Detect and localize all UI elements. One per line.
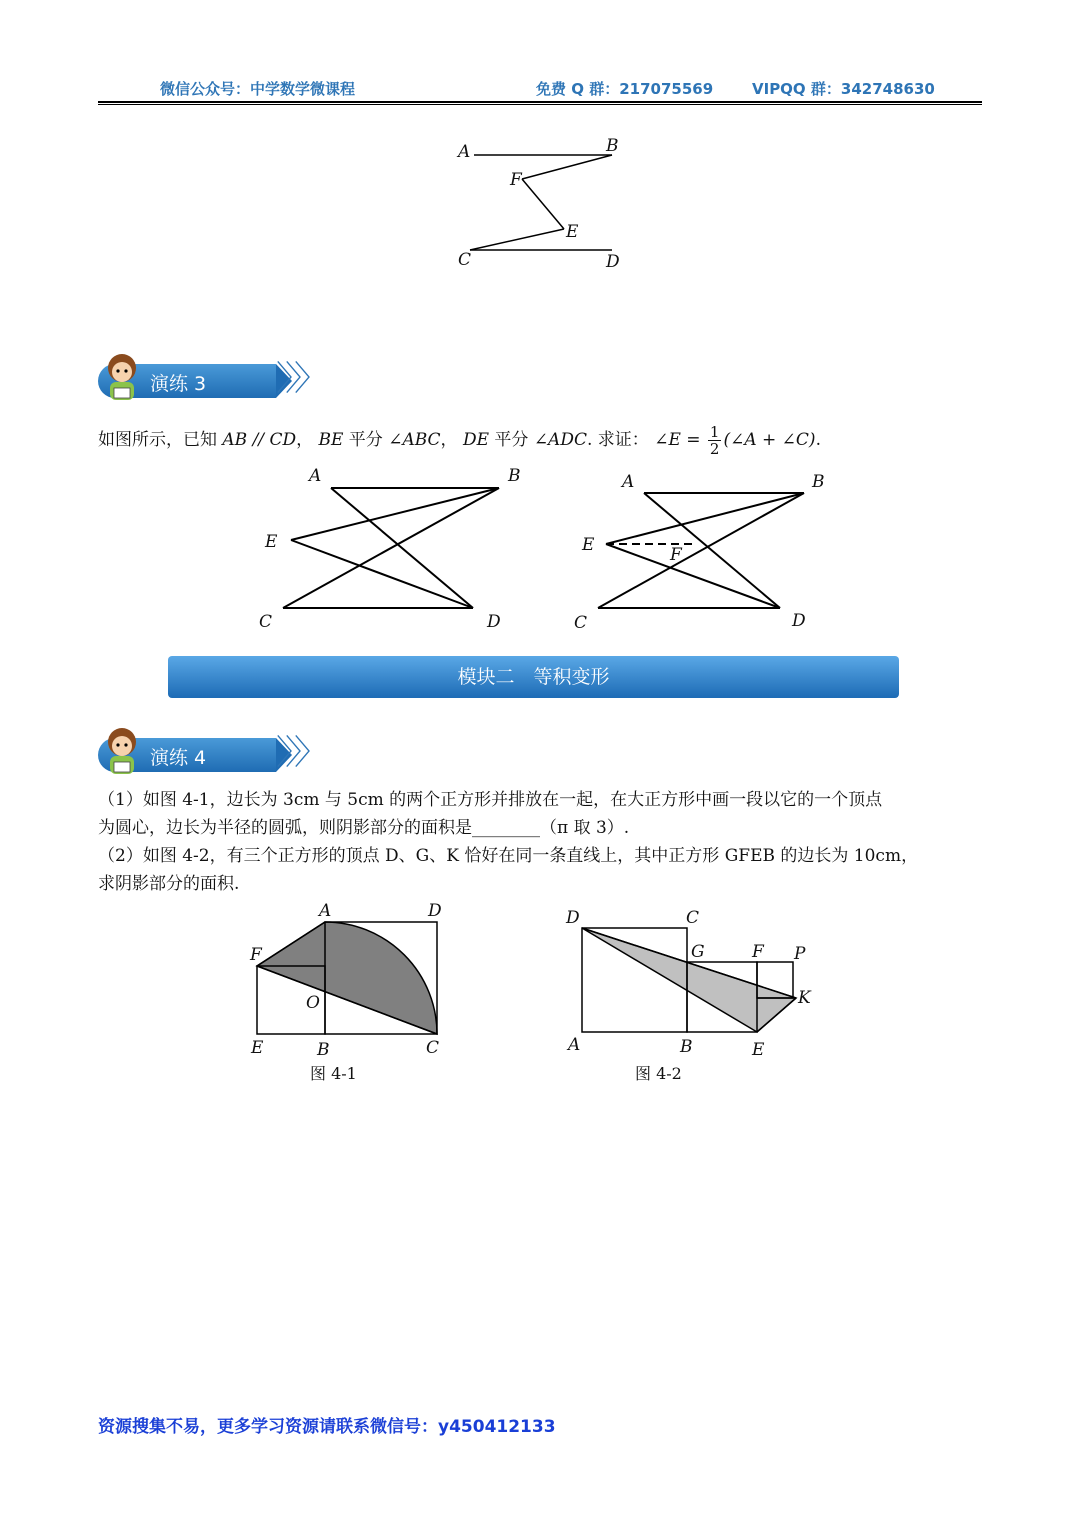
label-c: C <box>426 1038 440 1058</box>
page-footer: 资源搜集不易，更多学习资源请联系微信号：y450412133 <box>98 1417 556 1437</box>
label-e: E <box>752 1040 765 1060</box>
header-wechat: 微信公众号：中学数学微课程 <box>160 80 356 98</box>
fraction-one-half: $\frac{1}{2}$ <box>709 423 720 458</box>
label-d: D <box>428 901 442 921</box>
exercise4-banner <box>98 724 338 784</box>
module-banner: 模块二 等积变形 <box>168 656 899 698</box>
label-a: A <box>568 1035 581 1055</box>
label-d: D <box>566 908 580 928</box>
label-b: B <box>680 1037 693 1057</box>
label-b: B <box>508 466 521 486</box>
chevrons-icon: 〉〉〉 <box>276 733 320 773</box>
exercise4-p1-line1: （1）如图 4-1，边长为 3cm 与 5cm 的两个正方形并排放在一起，在大正方形中画一段以它的一个顶点 <box>98 790 883 810</box>
label-f: F <box>670 545 682 565</box>
figure-4-2 <box>560 905 820 1065</box>
exercise4-p2-line2: 求阴影部分的面积. <box>98 874 240 894</box>
shaded-triangle <box>582 928 796 1032</box>
header-qq-free: 免费 Q 群：217075569 <box>536 80 714 98</box>
figure-4-2-caption: 图 4-2 <box>635 1064 682 1083</box>
label-e: E <box>582 535 595 555</box>
label-c: C <box>259 612 273 632</box>
label-o: O <box>306 993 320 1013</box>
label-f: F <box>250 945 262 965</box>
exercise3-statement: 如图所示，已知 AB // CD， BE 平分 ∠ABC， DE 平分 ∠ADC. 求证： ∠E = $\frac{1}{2}$ (∠A + ∠C). <box>98 423 821 458</box>
label-e: E <box>566 222 579 242</box>
label-f: F <box>752 942 764 962</box>
exercise3-title: 演练 3 <box>150 373 207 395</box>
label-e: E <box>265 532 278 552</box>
label-p: P <box>794 944 806 964</box>
label-g: G <box>691 942 705 962</box>
label-e: E <box>251 1038 264 1058</box>
label-b: B <box>812 472 825 492</box>
label-a: A <box>309 466 322 486</box>
exercise4-p1-line2: 为圆心，边长为半径的圆弧，则阴影部分的面积是________（π 取 3）. <box>98 818 630 838</box>
figure-exercise3-left <box>255 465 525 635</box>
exercise4-p2-line1: （2）如图 4-2，有三个正方形的顶点 D、G、K 恰好在同一条直线上，其中正方形 GFEB 的边长为 10cm， <box>98 846 919 866</box>
label-a: A <box>622 472 635 492</box>
chevrons-icon: 〉〉〉 <box>276 359 320 399</box>
label-a: A <box>458 142 471 162</box>
exercise3-banner <box>98 350 338 410</box>
figure-exercise3-right <box>572 470 832 640</box>
exercise4-title: 演练 4 <box>150 747 207 769</box>
label-d: D <box>487 612 501 632</box>
segment-bf <box>522 155 612 179</box>
label-b: B <box>317 1040 330 1060</box>
figure-4-1 <box>246 898 456 1063</box>
header-rule <box>98 101 982 103</box>
segment-ec <box>470 229 564 250</box>
label-k: K <box>798 988 811 1008</box>
figure-4-1-caption: 图 4-1 <box>310 1064 357 1083</box>
label-c: C <box>686 908 700 928</box>
label-a: A <box>319 901 332 921</box>
label-d: D <box>792 611 806 631</box>
figure-zigzag <box>440 135 640 275</box>
student-icon <box>100 350 144 404</box>
shaded-region-sector <box>257 922 437 1034</box>
header-qq-vip: VIPQQ 群：342748630 <box>752 80 935 98</box>
segment-fe <box>522 179 564 229</box>
label-f: F <box>510 170 522 190</box>
label-c: C <box>458 250 472 270</box>
exercise4-statement <box>98 786 982 898</box>
header-rule-thin <box>98 104 982 105</box>
label-c: C <box>574 613 588 633</box>
label-d: D <box>606 252 620 272</box>
student-icon <box>100 724 144 778</box>
label-b: B <box>606 136 619 156</box>
